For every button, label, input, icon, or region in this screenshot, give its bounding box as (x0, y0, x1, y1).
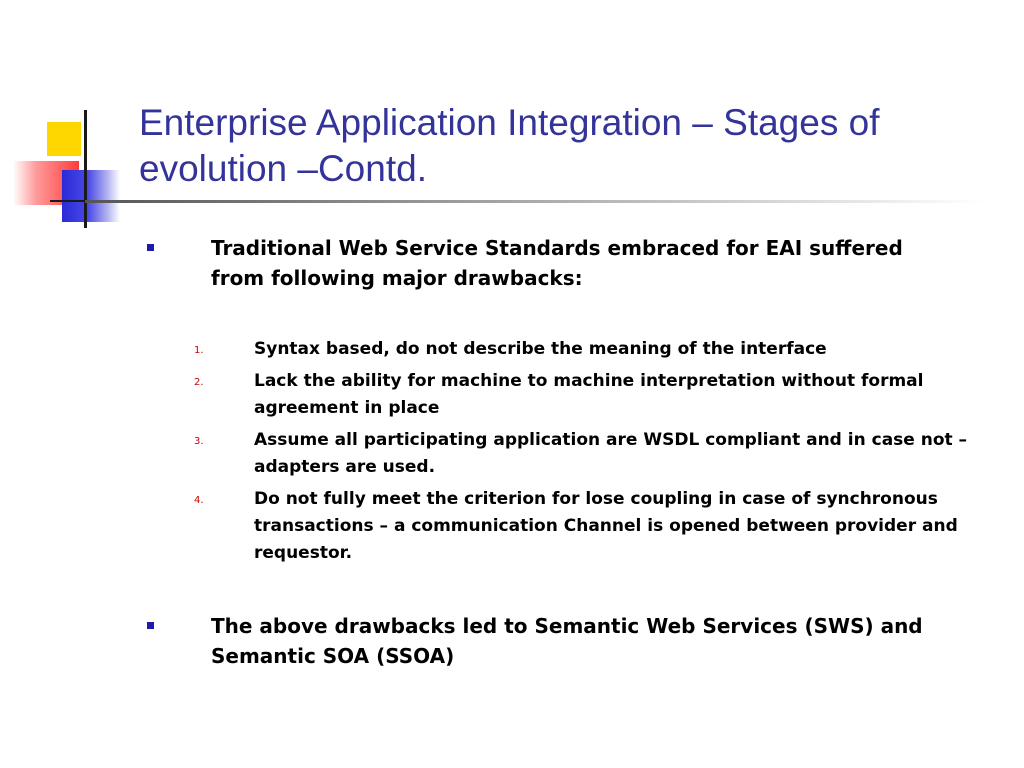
item-number: 2. (194, 377, 204, 388)
decorative-logo (0, 100, 140, 230)
numbered-list (194, 336, 1004, 572)
blue-gradient-square (62, 170, 120, 222)
vertical-line (84, 110, 87, 228)
slide-title: Enterprise Application Integration – Stages of evolution –Contd. (139, 102, 880, 189)
numbered-item (194, 368, 1004, 422)
square-bullet-icon (147, 622, 154, 629)
bullet-text: The above drawbacks led to Semantic Web Services (SWS) and Semantic SOA (SSOA) (211, 614, 923, 668)
square-bullet-icon (147, 244, 154, 251)
numbered-item (194, 486, 1004, 567)
item-number: 1. (194, 345, 204, 356)
numbered-item (194, 427, 1004, 481)
item-text: Syntax based, do not describe the meaning of the interface (254, 339, 827, 359)
yellow-square (47, 122, 81, 156)
bullet-item (211, 611, 991, 671)
bullet-text: Traditional Web Service Standards embraced for EAI suffered from following major drawbacks: (211, 236, 903, 290)
bullet-item (211, 233, 911, 293)
item-text: Do not fully meet the criterion for lose coupling in case of synchronous transactions – a communication Channel is opened between provider and requestor. (254, 489, 958, 563)
item-number: 4. (194, 495, 204, 506)
item-text: Lack the ability for machine to machine interpretation without formal agreement in place (254, 371, 924, 418)
item-text: Assume all participating application are WSDL compliant and in case not – adapters are used. (254, 430, 968, 477)
numbered-item (194, 336, 1004, 363)
item-number: 3. (194, 436, 204, 447)
title-underline (85, 200, 985, 203)
